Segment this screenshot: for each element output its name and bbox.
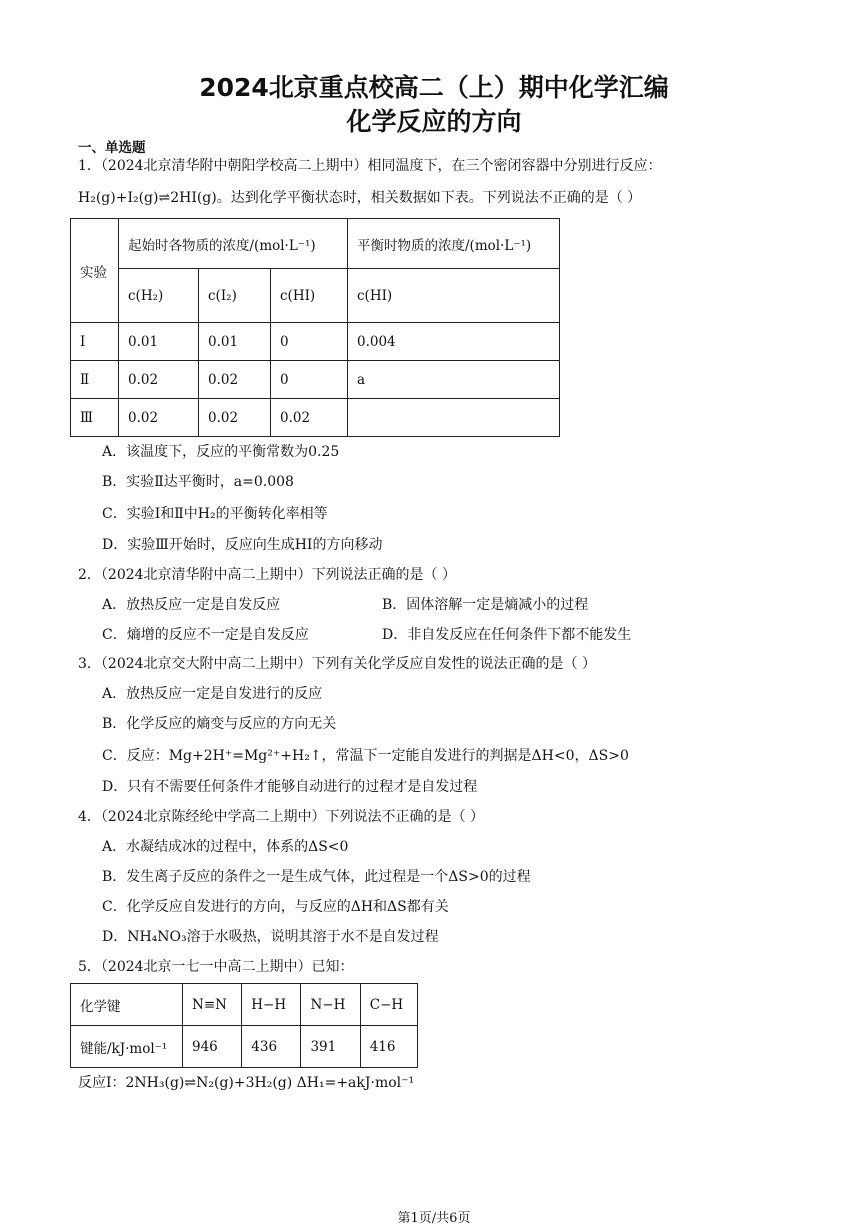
cell-hi: 0 — [271, 361, 348, 399]
q5-reaction: 反应Ⅰ：2NH₃(g)⇌N₂(g)+3H₂(g) ΔH₁=+akJ·mol⁻¹ — [78, 1075, 415, 1091]
q2-option-c: C．熵增的反应不一定是自发反应 — [102, 627, 309, 643]
page-subtitle: 化学反应的方向 — [346, 107, 522, 136]
cell-h2: 0.01 — [119, 323, 199, 361]
q4-stem: 4．（2024北京陈经纶中学高二上期中）下列说法不正确的是（ ） — [78, 809, 484, 825]
bond-cell: N−H — [301, 984, 360, 1026]
table-row — [71, 1026, 418, 1068]
q3-option-b: B．化学反应的熵变与反应的方向无关 — [102, 716, 337, 732]
q3-option-a: A．放热反应一定是自发进行的反应 — [102, 686, 323, 702]
q3-stem: 3．（2024北京交大附中高二上期中）下列有关化学反应自发性的说法正确的是（ ） — [78, 656, 596, 672]
section-heading: 一、单选题 — [78, 140, 146, 156]
cell-hi: 0 — [271, 323, 348, 361]
energy-header: 键能/kJ·mol⁻¹ — [71, 1026, 183, 1068]
q2-option-d: D．非自发反应在任何条件下都不能发生 — [382, 627, 632, 643]
row-id: Ⅲ — [71, 399, 119, 437]
q4-option-b: B．发生离子反应的条件之一是生成气体，此过程是一个ΔS>0的过程 — [102, 869, 531, 885]
bond-cell: N≡N — [183, 984, 242, 1026]
energy-cell: 946 — [183, 1026, 242, 1068]
q3-option-d: D．只有不需要任何条件才能够自动进行的过程才是自发过程 — [102, 779, 478, 795]
q2-option-b: B．固体溶解一定是熵减小的过程 — [382, 597, 589, 613]
q4-option-a: A．水凝结成冰的过程中，体系的ΔS<0 — [102, 839, 349, 855]
cell-eq: 0.004 — [348, 323, 560, 361]
table-header-exp: 实验 — [71, 219, 119, 323]
q3-option-c: C．反应：Mg+2H⁺=Mg²⁺+H₂↑，常温下一定能自发进行的判据是ΔH<0，ΔS>0 — [102, 748, 629, 764]
cell-i2: 0.02 — [199, 361, 271, 399]
row-id: Ⅰ — [71, 323, 119, 361]
table-row — [71, 399, 560, 437]
col-c-i2: c(I₂) — [199, 269, 271, 323]
col-c-h2: c(H₂) — [119, 269, 199, 323]
q1-stem-reaction: H₂(g)+I₂(g)⇌2HI(g)。达到化学平衡状态时，相关数据如下表。下列说法不正确的是（ ） — [78, 190, 642, 206]
q1-data-table — [70, 218, 560, 437]
q1-option-a: A．该温度下，反应的平衡常数为0.25 — [102, 444, 340, 460]
bond-cell: H−H — [242, 984, 301, 1026]
table-row — [71, 984, 418, 1026]
col-c-hi-eq: c(HI) — [348, 269, 560, 323]
page-footer: 第1页/共6页 — [397, 1211, 471, 1226]
row-id: Ⅱ — [71, 361, 119, 399]
q5-bond-table — [70, 983, 418, 1068]
col-c-hi: c(HI) — [271, 269, 348, 323]
q2-option-a: A．放热反应一定是自发反应 — [102, 597, 281, 613]
bond-header: 化学键 — [71, 984, 183, 1026]
table-header-eq: 平衡时物质的浓度/(mol·L⁻¹) — [348, 219, 560, 269]
energy-cell: 436 — [242, 1026, 301, 1068]
q1-option-c: C．实验Ⅰ和Ⅱ中H₂的平衡转化率相等 — [102, 506, 328, 522]
cell-eq — [348, 399, 560, 437]
bond-cell: C−H — [360, 984, 417, 1026]
cell-i2: 0.01 — [199, 323, 271, 361]
cell-eq: a — [348, 361, 560, 399]
table-row — [71, 323, 560, 361]
energy-cell: 416 — [360, 1026, 417, 1068]
q1-option-b: B．实验Ⅱ达平衡时，a=0.008 — [102, 474, 294, 490]
q2-stem: 2．（2024北京清华附中高二上期中）下列说法正确的是（ ） — [78, 567, 456, 583]
q1-option-d: D．实验Ⅲ开始时，反应向生成HI的方向移动 — [102, 537, 383, 553]
cell-h2: 0.02 — [119, 399, 199, 437]
cell-i2: 0.02 — [199, 399, 271, 437]
cell-h2: 0.02 — [119, 361, 199, 399]
table-header-start: 起始时各物质的浓度/(mol·L⁻¹) — [119, 219, 348, 269]
q5-stem: 5．（2024北京一七一中高二上期中）已知： — [78, 959, 354, 975]
page-title: 2024北京重点校高二（上）期中化学汇编 — [199, 73, 669, 102]
cell-hi: 0.02 — [271, 399, 348, 437]
q1-stem: 1．（2024北京清华附中朝阳学校高二上期中）相同温度下，在三个密闭容器中分别进行反应： — [78, 158, 662, 174]
q4-option-d: D．NH₄NO₃溶于水吸热，说明其溶于水不是自发过程 — [102, 929, 439, 945]
q4-option-c: C．化学反应自发进行的方向，与反应的ΔH和ΔS都有关 — [102, 899, 449, 915]
energy-cell: 391 — [301, 1026, 360, 1068]
table-row — [71, 361, 560, 399]
